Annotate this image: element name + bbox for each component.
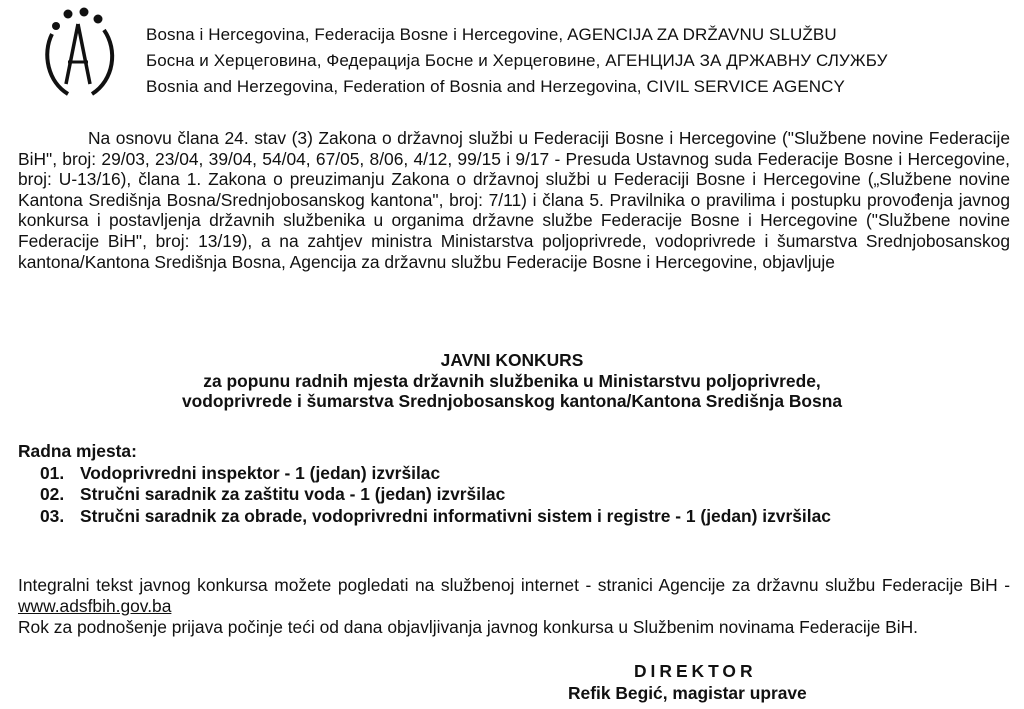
title-main: JAVNI KONKURS — [440, 350, 584, 370]
signature-name: Refik Begić, magistar uprave — [568, 683, 807, 703]
footer-text — [18, 575, 1010, 637]
agency-header — [146, 22, 887, 100]
title-sub-line-2: vodoprivrede i šumarstva Srednjobosanskog kantona/Kantona Središnja Bosna — [181, 391, 843, 411]
footer-deadline-text: Rok za podnošenje prijava počinje teći od dana objavljivanja javnog konkursa u Službenim novinama Federacije BiH. — [18, 616, 919, 637]
footer-info-text: Integralni tekst javnog konkursa možete pogledati na službenoj internet - stranici Agencije za državnu službu Federacije BiH - — [18, 575, 1010, 595]
list-item — [18, 463, 1010, 485]
signature-block — [568, 660, 807, 704]
list-item — [18, 506, 1010, 528]
agency-logo — [38, 4, 122, 100]
title-sub-line-1: za popunu radnih mjesta državnih službenika u Ministarstvu poljoprivrede, — [203, 370, 821, 391]
intro-paragraph — [18, 128, 1010, 272]
footer-paragraph-1 — [18, 575, 1010, 617]
position-text: Stručni saradnik za zaštitu voda - 1 (jedan) izvršilac — [80, 484, 506, 504]
positions-label: Radna mjesta: — [18, 441, 137, 461]
announcement-title — [0, 350, 1024, 412]
position-number: 01. — [40, 462, 65, 483]
header-cyrillic: Босна и Херцеговина, Федерација Босне и Херцеговине, АГЕНЦИЈА ЗА ДРЖАВНУ СЛУЖБУ — [146, 51, 888, 70]
positions-list — [18, 441, 1010, 527]
position-number: 03. — [40, 505, 65, 526]
header-english: Bosnia and Herzegovina, Federation of Bosnia and Herzegovina, CIVIL SERVICE AGENCY — [146, 77, 845, 96]
agency-website-link[interactable]: www.adsfbih.gov.ba — [18, 595, 172, 616]
signature-role: DIREKTOR — [634, 661, 757, 681]
position-number: 02. — [40, 484, 65, 504]
header-latin: Bosna i Hercegovina, Federacija Bosne i Hercegovine, AGENCIJA ZA DRŽAVNU SLUŽBU — [146, 25, 837, 44]
list-item — [18, 484, 1010, 506]
position-text: Stručni saradnik za obrade, vodoprivredni informativni sistem i registre - 1 (jedan) izvršilac — [80, 505, 831, 526]
position-text: Vodoprivredni inspektor - 1 (jedan) izvršilac — [80, 462, 441, 483]
intro-text: Na osnovu člana 24. stav (3) Zakona o državnoj službi u Federaciji Bosne i Hercegovine ("Službene novine Federacije BiH", broj: 29/03, 23/04, 39/04, 54/04, 67/05, 8/06, 4/12, 99/15 i 9/17 - Presuda Ustavnog suda Federacije Bosne i Hercegovine, broj: U-13/16), člana 1. Zakona o preuzimanju Zakona o državnoj službi u Federaciji Bosne i Hercegovine („Službene novine Kantona Središnja Bosna/Srednjobosanskog kantona", broj: 7/11) i člana 5. Pravilnika o pravilima i postupku provođenja javnog konkursa i postavljenja državnih službenika u organima državne službe Federacije Bosne i Hercegovine ("Službene novine Federacije BiH", broj: 13/19), a na zahtjev ministra Ministarstva poljoprivrede, vodoprivrede i šumarstva Srednjobosanskog kantona/Kantona Središnja Bosna, Agencija za državnu službu Federacije Bosne i Hercegovine, objavljuje — [18, 128, 1010, 272]
